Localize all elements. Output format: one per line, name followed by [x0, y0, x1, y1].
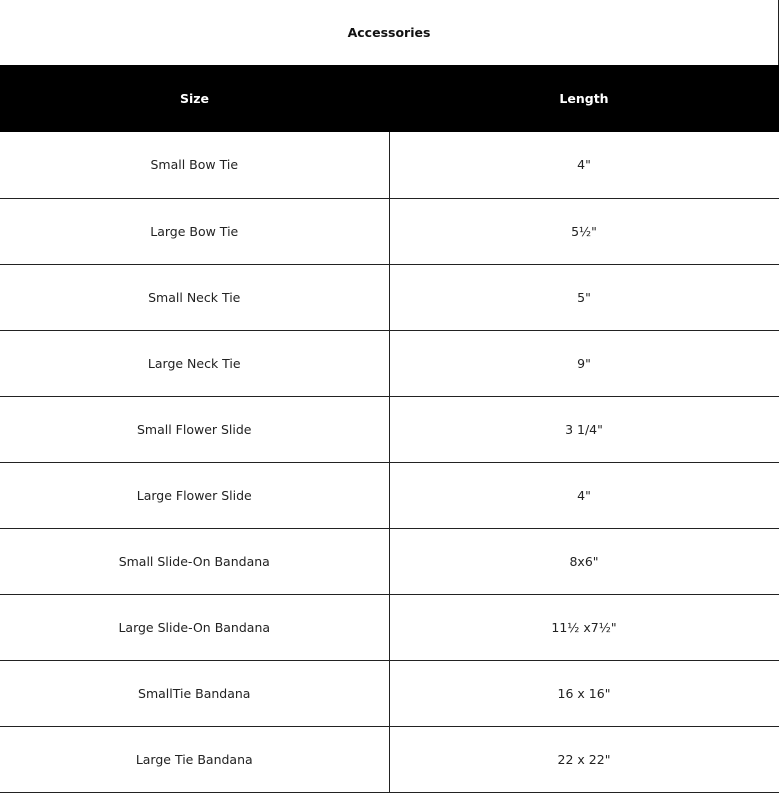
table-caption: Accessories [0, 0, 779, 65]
header-size: Size [179, 91, 210, 106]
table-row [0, 264, 779, 330]
length-cell: 4" [389, 132, 779, 198]
size-cell: Small Neck Tie [0, 264, 389, 330]
length-cell: 4" [389, 462, 779, 528]
table-row [0, 726, 779, 792]
length-cell: 5" [389, 264, 779, 330]
table-row [0, 660, 779, 726]
length-cell: 5½" [389, 198, 779, 264]
table-row [0, 198, 779, 264]
length-cell: 3 1/4" [389, 396, 779, 462]
size-cell: Small Flower Slide [0, 396, 389, 462]
size-cell: SmallTie Bandana [0, 660, 389, 726]
table-row [0, 132, 779, 198]
length-cell: 16 x 16" [389, 660, 779, 726]
table-header [0, 65, 779, 132]
header-length: Length [559, 91, 609, 106]
table-row [0, 462, 779, 528]
size-cell: Large Tie Bandana [0, 726, 389, 792]
length-cell: 8x6" [389, 528, 779, 594]
table-row [0, 396, 779, 462]
size-cell: Large Flower Slide [0, 462, 389, 528]
length-cell: 9" [389, 330, 779, 396]
table-body [0, 132, 779, 792]
size-cell: Small Bow Tie [0, 132, 389, 198]
size-cell: Small Slide-On Bandana [0, 528, 389, 594]
table-row [0, 528, 779, 594]
length-cell: 22 x 22" [389, 726, 779, 792]
size-cell: Large Bow Tie [0, 198, 389, 264]
size-cell: Large Slide-On Bandana [0, 594, 389, 660]
table-row [0, 330, 779, 396]
size-cell: Large Neck Tie [0, 330, 389, 396]
table-row [0, 594, 779, 660]
header-row [0, 65, 779, 132]
length-cell: 11½ x7½" [389, 594, 779, 660]
accessories-size-table [0, 65, 779, 793]
